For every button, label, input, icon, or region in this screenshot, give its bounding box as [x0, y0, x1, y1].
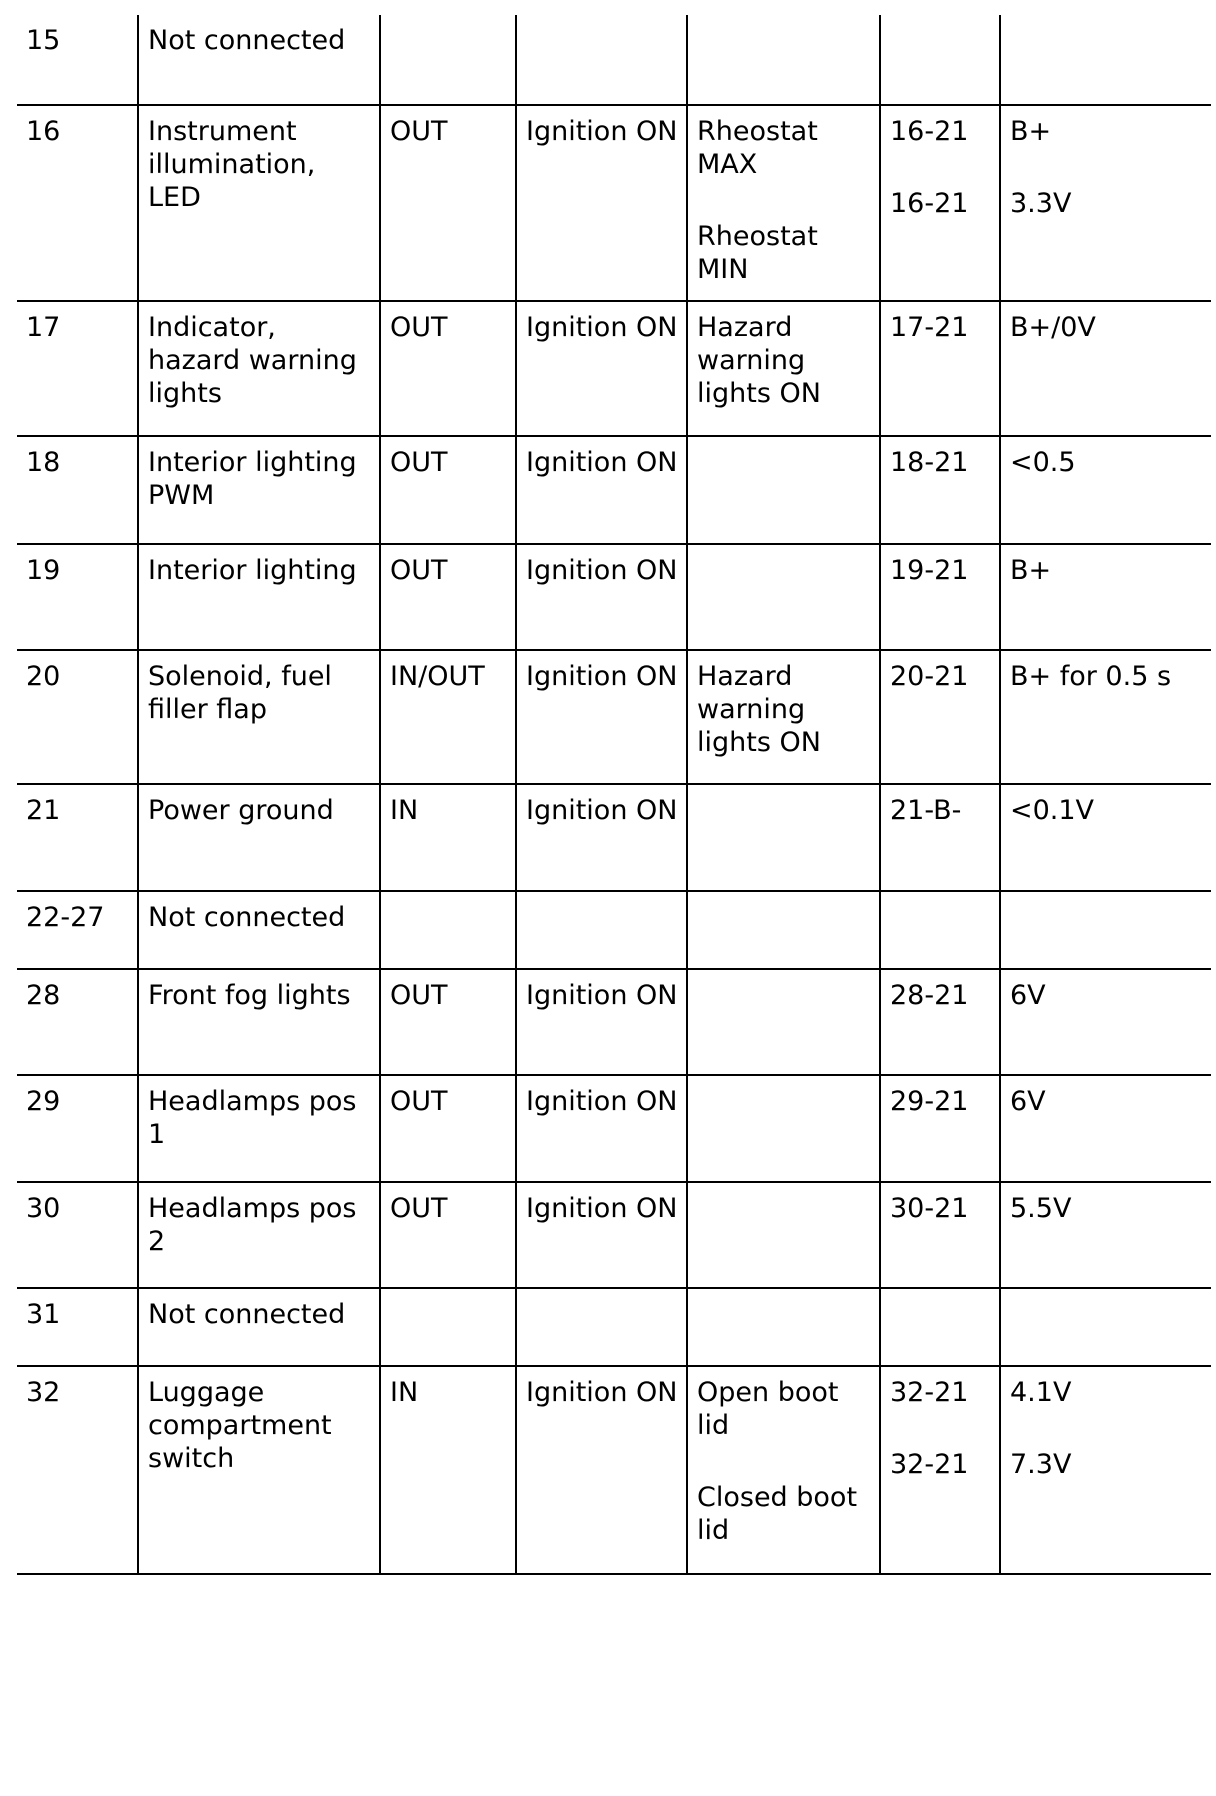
value-line: B+ [1010, 555, 1052, 586]
description-cell: Instrument illumination, LED [138, 105, 380, 301]
measure-points-line: 32-21 [890, 1449, 969, 1480]
table-row [17, 1366, 1211, 1574]
table-body [17, 15, 1211, 1574]
description-cell: Headlamps pos 1 [138, 1075, 380, 1182]
measure-points-line: 21-B- [890, 795, 962, 826]
description-cell: Luggage compartment switch [138, 1366, 380, 1574]
table-row [17, 1075, 1211, 1182]
description-cell: Power ground [138, 784, 380, 891]
table-row [17, 1182, 1211, 1288]
value-line: 3.3V [1010, 188, 1072, 219]
condition-cell: Ignition ON [516, 784, 687, 891]
measure-points-cell [880, 650, 1000, 784]
table-row [17, 301, 1211, 436]
state-cell [687, 1075, 880, 1182]
condition-cell: Ignition ON [516, 969, 687, 1075]
measure-points-cell [880, 784, 1000, 891]
measure-points-line: 32-21 [890, 1377, 969, 1408]
state-line: Open boot lid [697, 1377, 839, 1441]
measure-points-cell [880, 1182, 1000, 1288]
value-cell [1000, 1366, 1211, 1574]
state-line: Hazard warning lights ON [697, 312, 821, 409]
direction-cell: IN [380, 784, 516, 891]
table-row [17, 891, 1211, 969]
pin-number-cell: 15 [17, 15, 138, 105]
value-cell [1000, 15, 1211, 105]
pin-number-cell: 32 [17, 1366, 138, 1574]
value-cell [1000, 969, 1211, 1075]
measure-points-line: 17-21 [890, 312, 969, 343]
description-cell: Not connected [138, 891, 380, 969]
condition-cell [516, 891, 687, 969]
measure-points-cell [880, 1366, 1000, 1574]
table-row [17, 969, 1211, 1075]
value-cell [1000, 784, 1211, 891]
pin-number-cell: 21 [17, 784, 138, 891]
value-cell [1000, 1288, 1211, 1366]
table-row [17, 15, 1211, 105]
value-cell [1000, 1075, 1211, 1182]
direction-cell: OUT [380, 969, 516, 1075]
measure-points-line: 29-21 [890, 1086, 969, 1117]
state-cell [687, 1182, 880, 1288]
state-cell [687, 15, 880, 105]
condition-cell: Ignition ON [516, 1182, 687, 1288]
measure-points-line: 19-21 [890, 555, 969, 586]
condition-cell: Ignition ON [516, 436, 687, 544]
state-line: Rheostat MIN [697, 221, 818, 285]
measure-points-cell [880, 15, 1000, 105]
pin-number-cell: 19 [17, 544, 138, 650]
table-row [17, 436, 1211, 544]
value-line: B+ [1010, 116, 1052, 147]
value-cell [1000, 105, 1211, 301]
description-cell: Headlamps pos 2 [138, 1182, 380, 1288]
pin-number-cell: 18 [17, 436, 138, 544]
value-cell [1000, 650, 1211, 784]
condition-cell: Ignition ON [516, 1366, 687, 1574]
direction-cell: OUT [380, 436, 516, 544]
measure-points-line: 16-21 [890, 116, 969, 147]
measure-points-cell [880, 436, 1000, 544]
state-cell [687, 436, 880, 544]
description-cell: Interior lighting [138, 544, 380, 650]
value-line: B+ for 0.5 s [1010, 661, 1172, 692]
table-row [17, 1288, 1211, 1366]
state-cell [687, 1366, 880, 1574]
pin-number-cell: 20 [17, 650, 138, 784]
value-cell [1000, 544, 1211, 650]
state-line: Hazard warning lights ON [697, 661, 821, 758]
description-cell: Not connected [138, 1288, 380, 1366]
description-cell: Solenoid, fuel filler flap [138, 650, 380, 784]
measure-points-cell [880, 544, 1000, 650]
value-cell [1000, 301, 1211, 436]
direction-cell: OUT [380, 105, 516, 301]
value-line: <0.1V [1010, 795, 1095, 826]
value-line: 6V [1010, 1086, 1046, 1117]
condition-cell: Ignition ON [516, 650, 687, 784]
pin-number-cell: 22-27 [17, 891, 138, 969]
value-cell [1000, 891, 1211, 969]
condition-cell: Ignition ON [516, 544, 687, 650]
state-cell [687, 784, 880, 891]
pin-number-cell: 31 [17, 1288, 138, 1366]
state-cell [687, 544, 880, 650]
direction-cell: OUT [380, 1182, 516, 1288]
value-cell [1000, 1182, 1211, 1288]
pin-number-cell: 29 [17, 1075, 138, 1182]
measure-points-cell [880, 1288, 1000, 1366]
measure-points-line: 28-21 [890, 980, 969, 1011]
measure-points-cell [880, 301, 1000, 436]
description-cell: Front fog lights [138, 969, 380, 1075]
pin-table [17, 15, 1211, 1575]
direction-cell: IN/OUT [380, 650, 516, 784]
condition-cell [516, 15, 687, 105]
measure-points-cell [880, 105, 1000, 301]
measure-points-cell [880, 969, 1000, 1075]
state-cell [687, 1288, 880, 1366]
pin-number-cell: 30 [17, 1182, 138, 1288]
measure-points-line: 30-21 [890, 1193, 969, 1224]
state-cell [687, 891, 880, 969]
value-line: 4.1V [1010, 1377, 1072, 1408]
state-line: Closed boot lid [697, 1482, 858, 1546]
direction-cell [380, 15, 516, 105]
measure-points-line: 16-21 [890, 188, 969, 219]
table-row [17, 544, 1211, 650]
direction-cell: OUT [380, 301, 516, 436]
description-cell: Interior lighting PWM [138, 436, 380, 544]
direction-cell: OUT [380, 1075, 516, 1182]
direction-cell: IN [380, 1366, 516, 1574]
value-line: 6V [1010, 980, 1046, 1011]
state-cell [687, 301, 880, 436]
condition-cell: Ignition ON [516, 1075, 687, 1182]
measure-points-cell [880, 891, 1000, 969]
condition-cell: Ignition ON [516, 301, 687, 436]
pin-number-cell: 17 [17, 301, 138, 436]
value-line: 5.5V [1010, 1193, 1072, 1224]
measure-points-cell [880, 1075, 1000, 1182]
value-line: B+/0V [1010, 312, 1096, 343]
state-cell [687, 105, 880, 301]
value-cell [1000, 436, 1211, 544]
direction-cell [380, 1288, 516, 1366]
description-cell: Not connected [138, 15, 380, 105]
condition-cell [516, 1288, 687, 1366]
pin-number-cell: 28 [17, 969, 138, 1075]
measure-points-line: 20-21 [890, 661, 969, 692]
description-cell: Indicator, hazard warning lights [138, 301, 380, 436]
table-row [17, 650, 1211, 784]
measure-points-line: 18-21 [890, 447, 969, 478]
table-row [17, 784, 1211, 891]
state-line: Rheostat MAX [697, 116, 818, 180]
state-cell [687, 650, 880, 784]
direction-cell [380, 891, 516, 969]
value-line: <0.5 [1010, 447, 1076, 478]
value-line: 7.3V [1010, 1449, 1072, 1480]
pin-number-cell: 16 [17, 105, 138, 301]
state-cell [687, 969, 880, 1075]
condition-cell: Ignition ON [516, 105, 687, 301]
table-row [17, 105, 1211, 301]
direction-cell: OUT [380, 544, 516, 650]
